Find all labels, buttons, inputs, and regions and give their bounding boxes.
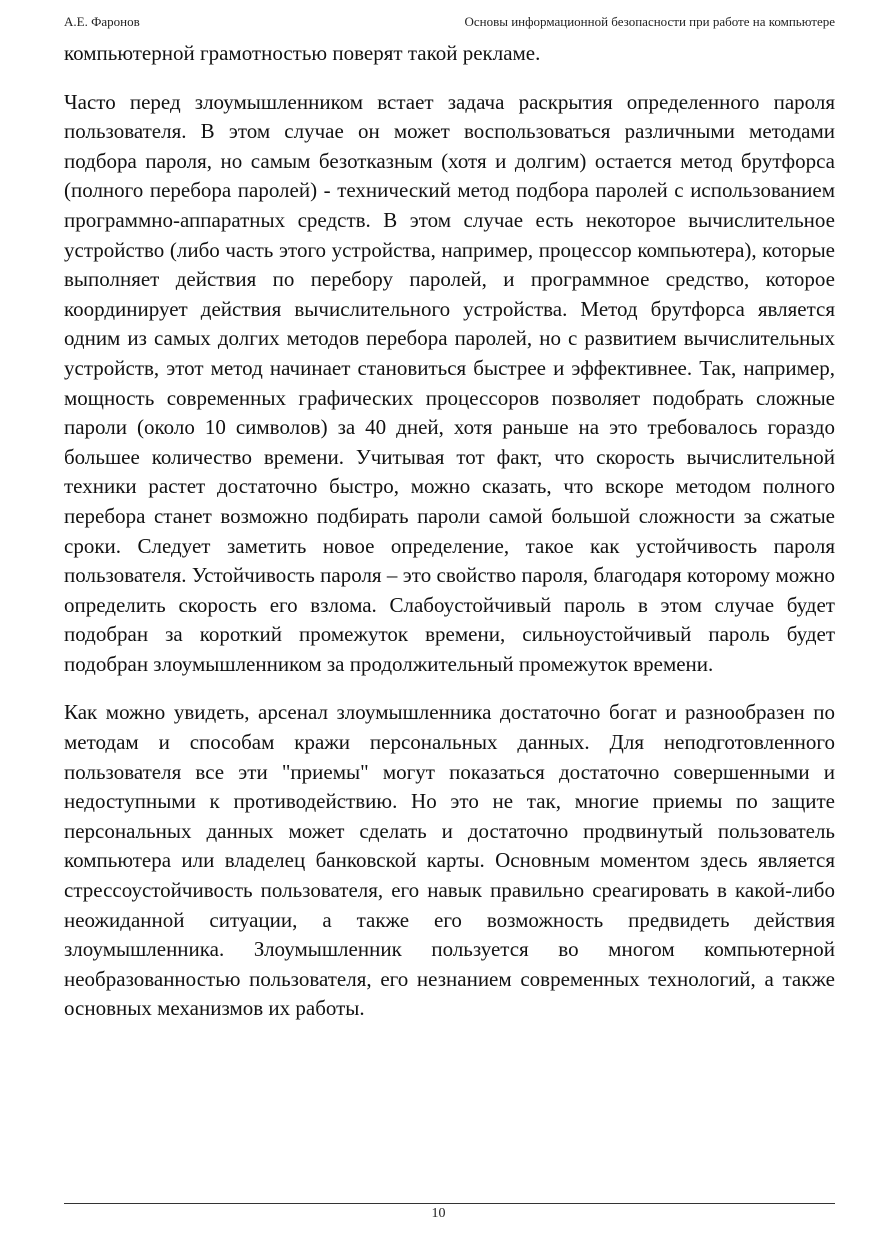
header-author: А.Е. Фаронов: [64, 14, 140, 29]
page-number: 10: [431, 1206, 446, 1221]
footer-divider: [64, 1203, 835, 1204]
paragraph-user-protection: Как можно увидеть, арсенал злоумышленника достаточно богат и разнообразен по методам и способам кражи персональных данных. Для неподготовленного пользователя все эти "приемы" могут показаться достаточно совершенными и недоступными к противодействию. Но это не так, многие приемы по защите персональных данных может сделать и достаточно продвинутый пользователь компьютера или владелец банковской карты. Основным моментом здесь является стрессоустойчивость пользователя, его навык правильно среагировать в какой-либо неожиданной ситуации, а также его возможность предвидеть действия злоумышленника. Злоумышленник пользуется во многом компьютерной необразованностью пользователя, его незнанием современных технологий, а также основных механизмов их работы.: [64, 700, 835, 1021]
header-document-title: Основы информационной безопасности при работе на компьютере: [464, 14, 835, 29]
paragraph-bruteforce: Часто перед злоумышленником встает задача раскрытия определенного пароля пользователя. В этом случае он может воспользоваться различными методами подбора пароля, но самым безотказным (хотя и долгим) остается метод брутфорса (полного перебора паролей) - технический метод подбора паролей с использованием программно-аппаратных средств. В этом случае есть некоторое вычислительное устройство (либо часть этого устройства, например, процессор компьютера), которые выполняет действия по перебору паролей, и программное средство, которое координирует действия вычислительного устройства. Метод брутфорса является одним из самых долгих методов перебора паролей, но с развитием вычислительных устройств, этот метод начинает становиться быстрее и эффективнее. Так, например, мощность современных графических процессоров позволяет подобрать сложные пароли (около 10 символов) за 40 дней, хотя раньше на это требовалось гораздо большее количество времени. Учитывая тот факт, что скорость вычислительной техники растет достаточно быстро, можно сказать, что вскоре методом полного перебора станет возможно подбирать пароли самой большой сложности за сжатые сроки. Следует заметить новое определение, такое как устойчивость пароля пользователя. Устойчивость пароля – это свойство пароля, благодаря которому можно определить скорость его взлома. Слабоустойчивый пароль в этом случае будет подобран за короткий промежуток времени, сильноустойчивый пароль будет подобран злоумышленником за продолжительный промежуток времени.: [64, 89, 835, 676]
page-body: [64, 39, 835, 1024]
paragraph-continuation: компьютерной грамотностью поверят такой рекламе.: [64, 41, 541, 65]
page-header: [64, 14, 835, 34]
